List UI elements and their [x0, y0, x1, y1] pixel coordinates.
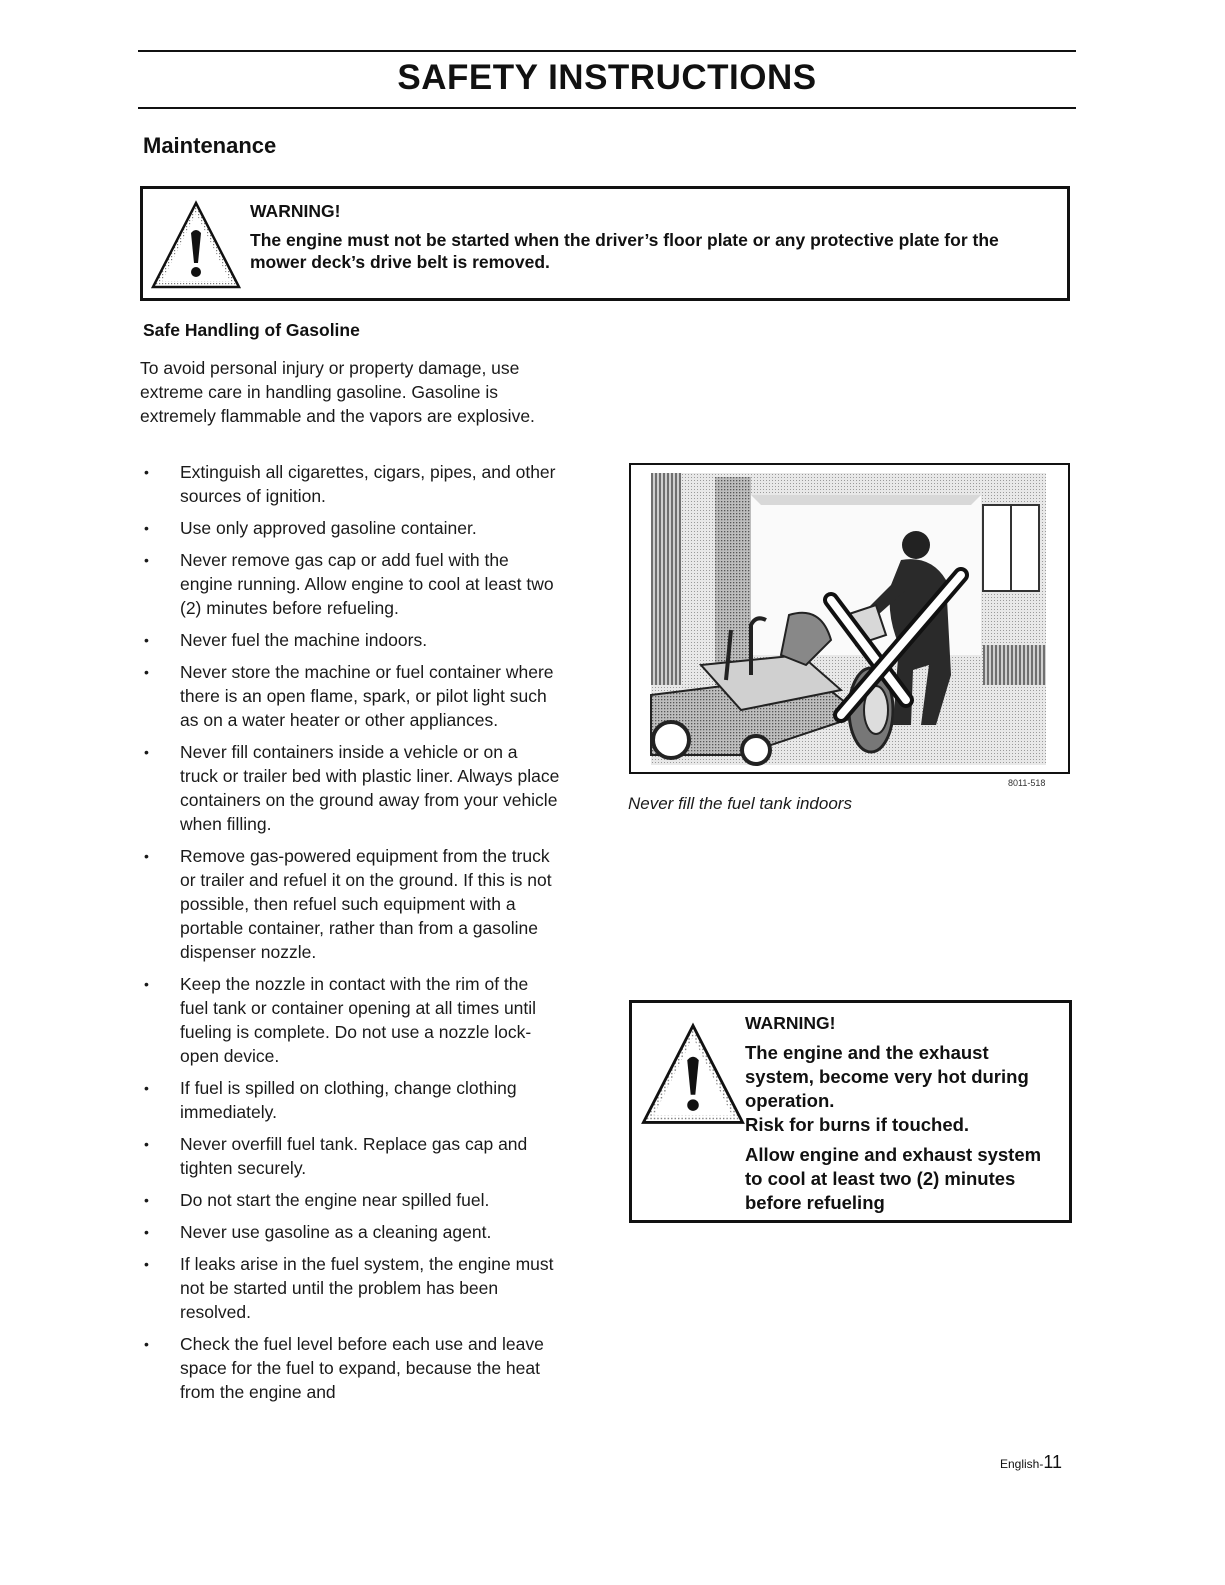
list-item: • Never overfill fuel tank. Replace gas cap and tighten securely.	[144, 1134, 528, 1178]
bullet-icon: •	[144, 1080, 149, 1096]
header-top-rule	[138, 50, 1076, 52]
list-item: • Remove gas-powered equipment from the truck or trailer and refuel it on the ground. If this is not possible, then refuel such equipment with a portable container, rather than from a gasoline dispenser nozzle.	[144, 846, 552, 962]
warning-title: WARNING!	[745, 1013, 836, 1033]
figure-code: 8011-518	[1008, 778, 1046, 788]
bullet-icon: •	[144, 744, 149, 760]
bullet-icon: •	[144, 1224, 149, 1240]
list-item: • Never use gasoline as a cleaning agent.	[144, 1222, 492, 1242]
warning-triangle-icon	[150, 199, 242, 291]
page-number-value: 11	[1043, 1452, 1063, 1472]
bullet-icon: •	[144, 464, 149, 480]
header-bottom-rule	[138, 107, 1076, 109]
list-item: • Keep the nozzle in contact with the rim of the fuel tank or container opening at all times until fueling is complete. Do not use a nozzle lock-open device.	[144, 974, 537, 1066]
warning-text-heat: The engine and the exhaust system, become very hot during operation.	[745, 1042, 1029, 1111]
bullet-icon: •	[144, 976, 149, 992]
bullet-icon: •	[144, 520, 149, 536]
bullet-icon: •	[144, 848, 149, 864]
warning-box-top	[140, 186, 1070, 301]
list-item: • Do not start the engine near spilled fuel.	[144, 1190, 490, 1210]
page-number	[1000, 1452, 1062, 1473]
bullet-icon: •	[144, 552, 149, 568]
bullet-icon: •	[144, 632, 149, 648]
list-item: • Extinguish all cigarettes, cigars, pipes, and other sources of ignition.	[144, 462, 556, 506]
list-item: • Check the fuel level before each use and leave space for the fuel to expand, because the heat from the engine and	[144, 1334, 544, 1402]
gasoline-bullet-list	[140, 460, 560, 1412]
list-item: • Never fuel the machine indoors.	[144, 630, 428, 650]
warning-text-burns: Risk for burns if touched.	[745, 1114, 970, 1135]
intro-paragraph: To avoid personal injury or property damage, use extreme care in handling gasoline. Gasoline is extremely flammable and the vapors are explosive.	[140, 358, 535, 426]
bullet-icon: •	[144, 1256, 149, 1272]
bullet-icon: •	[144, 664, 149, 680]
figure-no-indoor-fueling	[629, 463, 1070, 774]
section-title: Maintenance	[143, 133, 277, 158]
list-item: • Never fill containers inside a vehicle or on a truck or trailer bed with plastic liner. Always place containers on the ground away from your vehicle when filling.	[144, 742, 560, 834]
bullet-icon: •	[144, 1336, 149, 1352]
list-item: • Never remove gas cap or add fuel with the engine running. Allow engine to cool at least two (2) minutes before refueling.	[144, 550, 554, 618]
subheading-safe-handling: Safe Handling of Gasoline	[143, 320, 360, 340]
list-item: • Never store the machine or fuel container where there is an open flame, spark, or pilot light such as on a water heater or other appliances.	[144, 662, 554, 730]
bullet-icon: •	[144, 1136, 149, 1152]
warning-text-cooldown: Allow engine and exhaust system to cool at least two (2) minutes before refueling	[745, 1144, 1042, 1213]
warning-title: WARNING!	[250, 201, 341, 221]
list-item: • Use only approved gasoline container.	[144, 518, 477, 538]
list-item: • If leaks arise in the fuel system, the engine must not be started until the problem has been resolved.	[144, 1254, 554, 1322]
list-item: • If fuel is spilled on clothing, change clothing immediately.	[144, 1078, 517, 1122]
page-language: English-	[1000, 1457, 1044, 1471]
warning-text: The engine must not be started when the driver’s floor plate or any protective plate for the mower deck’s drive belt is removed.	[250, 230, 999, 272]
figure-caption: Never fill the fuel tank indoors	[628, 794, 852, 813]
bullet-icon: •	[144, 1192, 149, 1208]
page-title: SAFETY INSTRUCTIONS	[397, 58, 817, 97]
warning-box-bottom	[629, 1000, 1072, 1223]
garage-refuel-illustration	[631, 465, 1068, 772]
warning-triangle-icon	[640, 1021, 746, 1127]
